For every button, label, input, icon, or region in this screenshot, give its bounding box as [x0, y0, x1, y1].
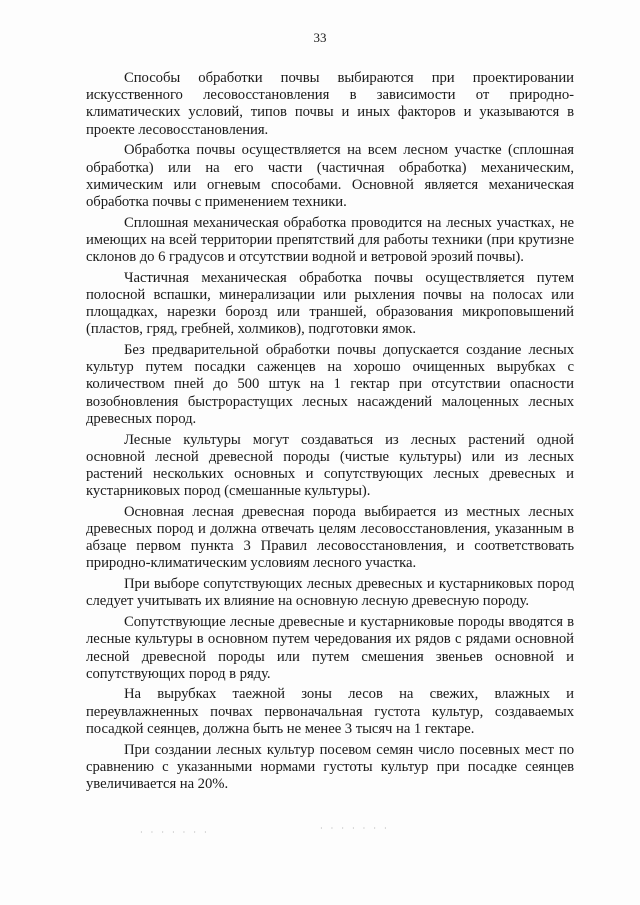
paragraph: Лесные культуры могут создаваться из лесных растений одной основной лесной древесной породы (чистые культуры) или из лесных растений нескольких основных и сопутствующих лесных древесных и кустарниковых пород (смешанные культуры). [86, 431, 574, 500]
paragraph: При создании лесных культур посевом семян число посевных мест по сравнению с указанными нормами густоты культур при посадке сеянцев увеличивается на 20%. [86, 741, 574, 792]
paragraph: Способы обработки почвы выбираются при проектировании искусственного лесовосстановления в зависимости от природно-климатических условий, типов почвы и иных факторов и указываются в проекте лесовосстановления. [86, 70, 574, 138]
paragraph: Основная лесная древесная порода выбирается из местных лесных древесных пород и должна отвечать целям лесовосстановления, указанным в абзаце первом пункта 3 Правил лесовосстановления, и соответствовать природно-климатическим условиям лесного участка. [86, 503, 574, 572]
scan-artifact: · · · · · · · [140, 828, 210, 837]
paragraph: Сопутствующие лесные древесные и кустарниковые породы вводятся в лесные культуры в основном путем чередования их рядов с рядами основной лесной древесной породы или путем смешения звеньев основной и сопутствующих пород в ряду. [86, 614, 574, 682]
paragraph: Обработка почвы осуществляется на всем лесном участке (сплошная обработка) или на его части (частичная обработка) механическим, химическим или огневым способами. Основной является механическая обработка почвы с применением техники. [86, 142, 574, 210]
scan-artifact: · · · · · · · [320, 824, 390, 833]
paragraph: При выборе сопутствующих лесных древесных и кустарниковых пород следует учитывать их влияние на основную лесную древесную породу. [86, 576, 574, 610]
page-number: 33 [313, 30, 327, 45]
document-body [86, 70, 574, 797]
paragraph: Сплошная механическая обработка проводится на лесных участках, не имеющих на всей территории препятствий для работы техники (при крутизне склонов до 6 градусов и отсутствии водной и ветровой эрозий почвы). [86, 214, 574, 266]
paragraph: Частичная механическая обработка почвы осуществляется путем полосной вспашки, минерализации или рыхления почвы на полосах или площадках, нарезки борозд или траншей, образования микроповышений (пластов, гряд, гребней, холмиков), подготовки ямок. [86, 269, 574, 338]
paragraph: На вырубках таежной зоны лесов на свежих, влажных и переувлажненных почвах первоначальная густота культур, создаваемых посадкой сеянцев, должна быть не менее 3 тысяч на 1 гектаре. [86, 686, 574, 737]
paragraph: Без предварительной обработки почвы допускается создание лесных культур путем посадки саженцев на хорошо очищенных вырубках с количеством пней до 500 штук на 1 гектар при отсутствии опасности возобновления быстрорастущих лесных насаждений малоценных лесных древесных пород. [86, 342, 574, 427]
